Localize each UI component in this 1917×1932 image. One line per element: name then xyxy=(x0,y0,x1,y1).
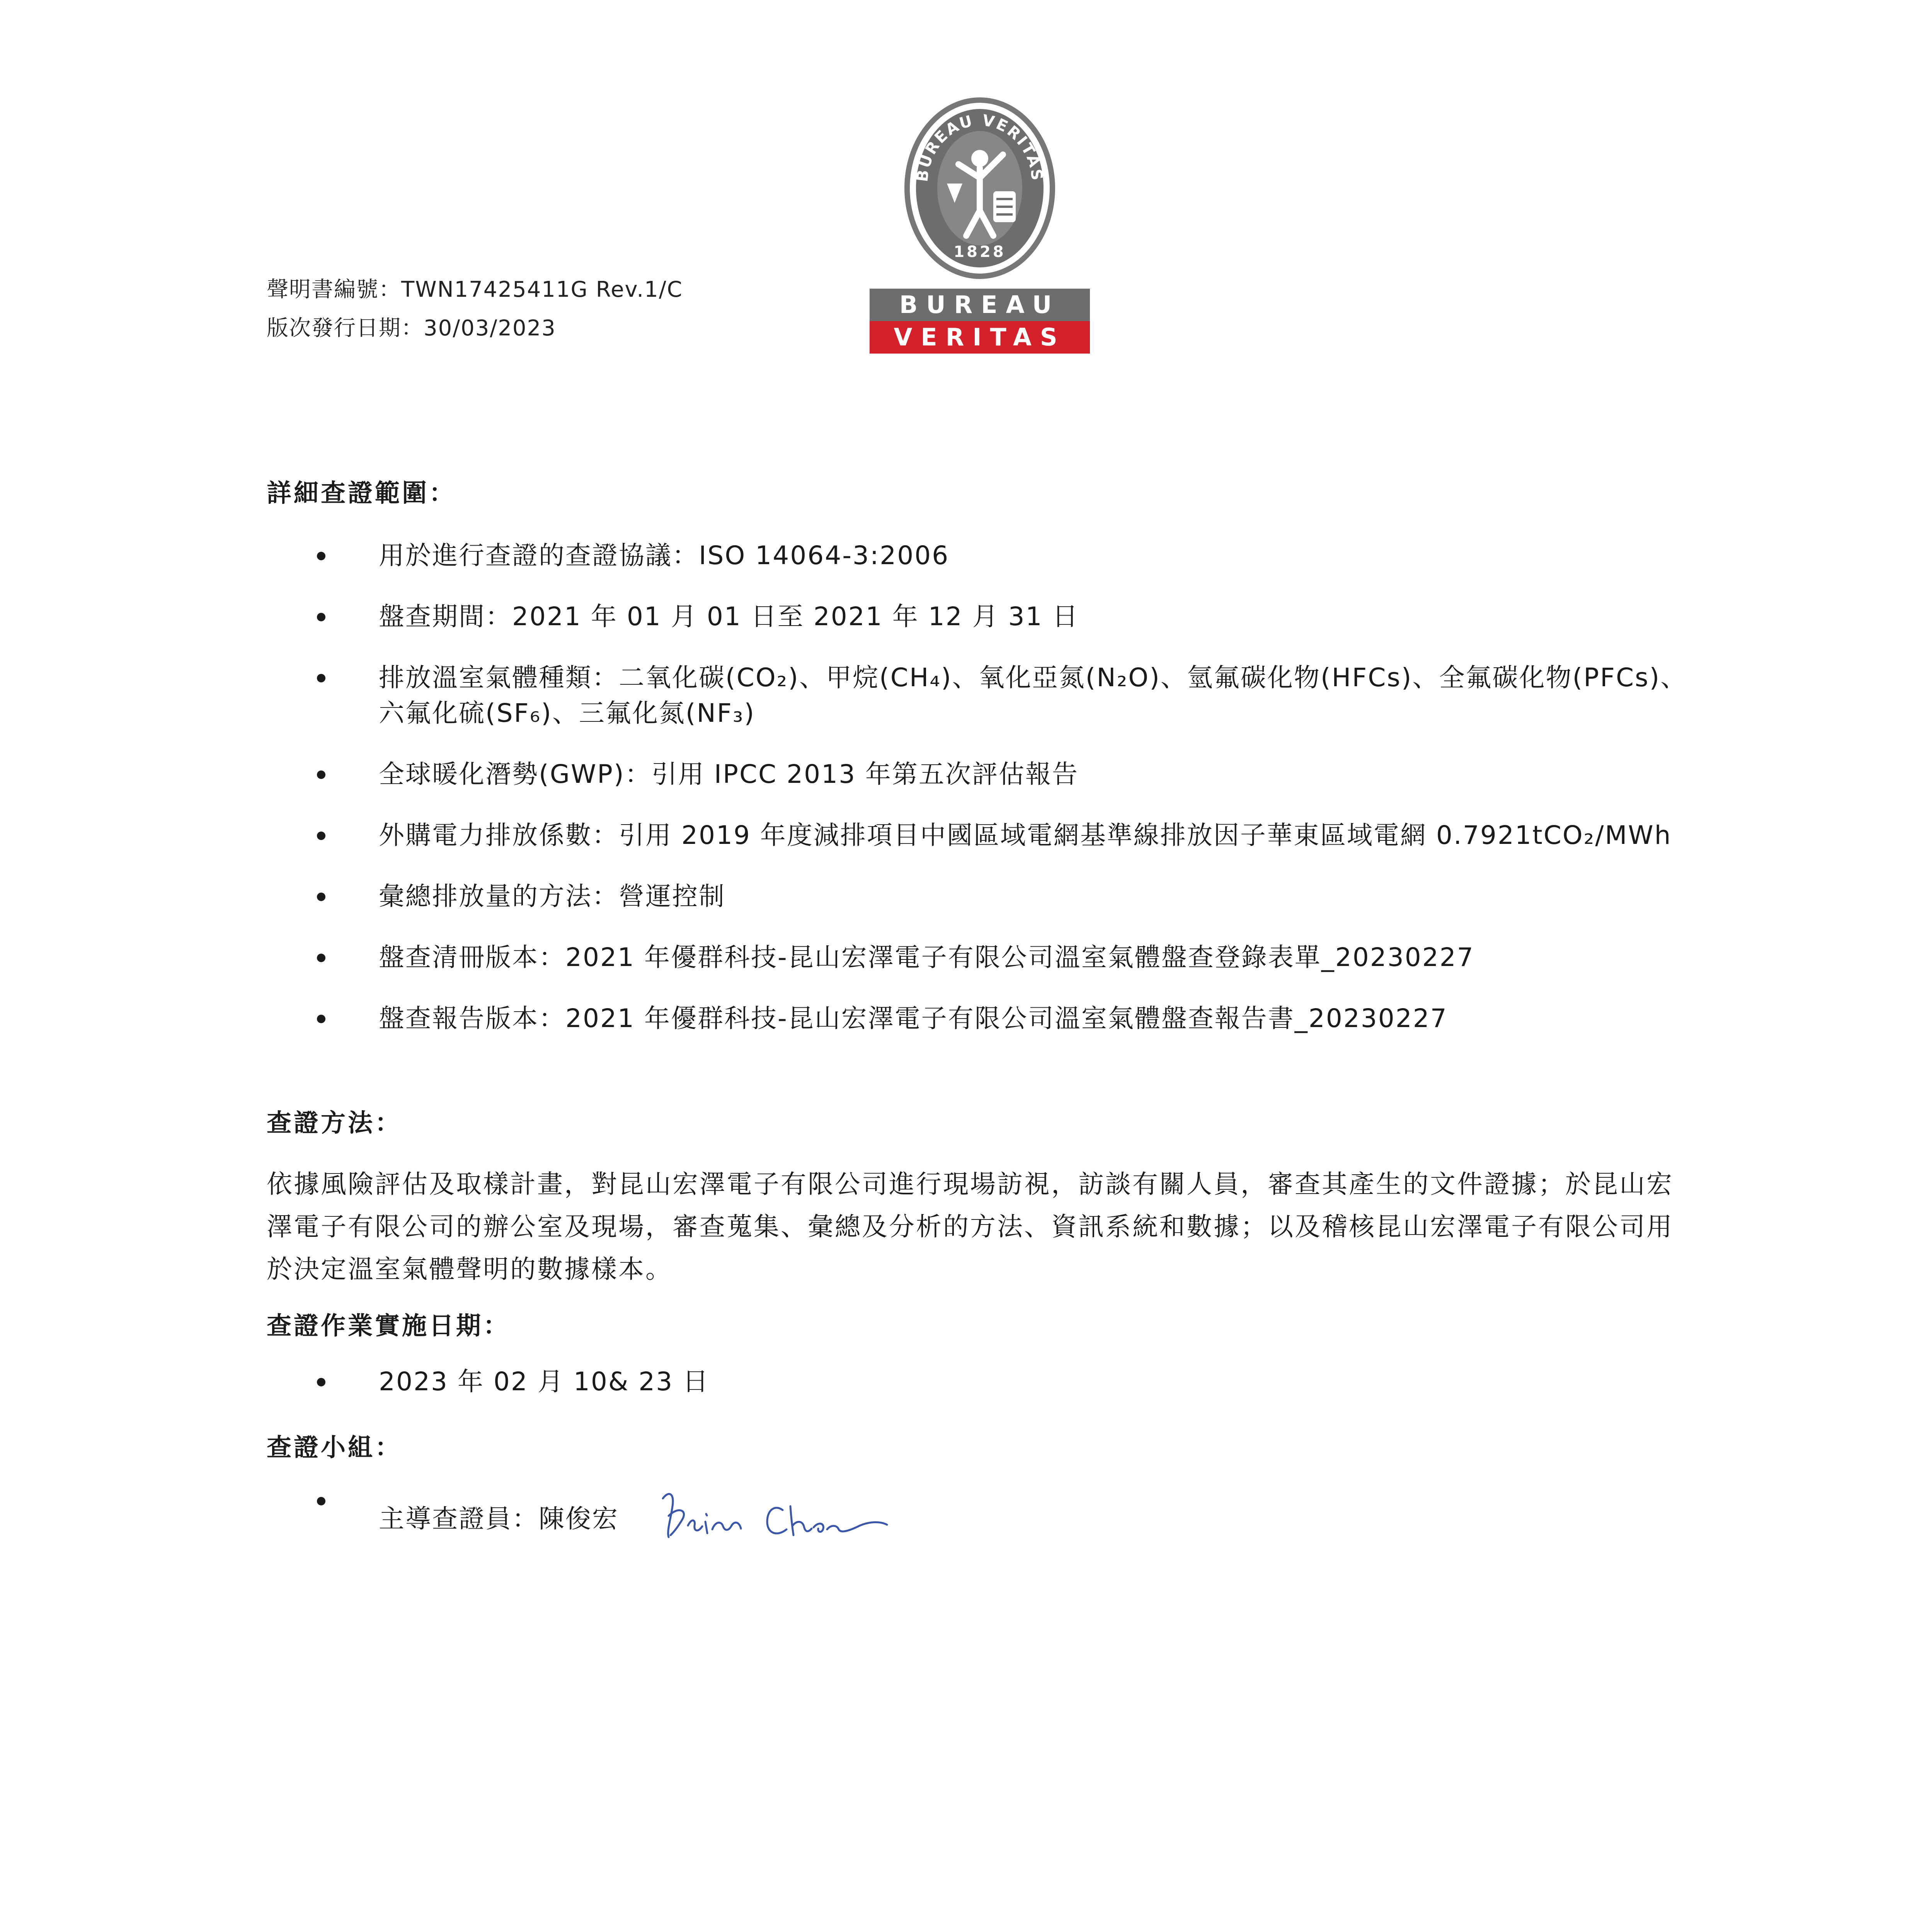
list-item-text: 彙總排放量的方法：營運控制 xyxy=(379,881,725,911)
issue-date-label: 版次發行日期： xyxy=(267,316,424,341)
logo-band-veritas: VERITAS xyxy=(870,321,1090,354)
bullet-icon xyxy=(317,832,325,840)
statement-number-label: 聲明書編號： xyxy=(267,277,401,302)
list-item-text: 排放溫室氣體種類：二氧化碳(CO₂)、甲烷(CH₄)、氧化亞氮(N₂O)、氫氟碳化物(HFCs)、全氟碳化物(PFCs)、六氟化硫(SF₆)、三氟化氮(NF₃) xyxy=(379,663,1687,728)
method-heading: 查證方法： xyxy=(267,1109,402,1138)
list-item xyxy=(317,818,1701,853)
bullet-icon xyxy=(317,954,325,962)
bullet-icon xyxy=(317,893,325,901)
list-item xyxy=(317,660,1701,731)
document-meta xyxy=(267,270,683,348)
list-item-text: 2023 年 02 月 10& 23 日 xyxy=(379,1367,710,1396)
bureau-veritas-seal-icon xyxy=(870,87,1090,288)
scope-heading: 詳細查證範圍： xyxy=(267,479,456,508)
bullet-icon xyxy=(317,674,325,682)
signature-icon xyxy=(651,1483,891,1558)
bullet-icon xyxy=(317,1497,325,1505)
list-item xyxy=(317,940,1701,975)
lead-verifier-label: 主導查證員：陳俊宏 xyxy=(379,1504,619,1534)
bullet-icon xyxy=(317,1015,325,1023)
bureau-veritas-logo xyxy=(870,87,1090,357)
list-item-text: 盤查清冊版本：2021 年優群科技-昆山宏澤電子有限公司溫室氣體盤查登錄表單_20230227 xyxy=(379,942,1474,972)
bullet-icon xyxy=(317,613,325,621)
dates-list xyxy=(317,1364,1701,1425)
list-item xyxy=(317,599,1701,634)
list-item-text: 盤查報告版本：2021 年優群科技-昆山宏澤電子有限公司溫室氣體盤查報告書_20230227 xyxy=(379,1003,1448,1033)
seal-year: 1828 xyxy=(953,243,1006,261)
issue-date-row xyxy=(267,309,683,348)
list-item-text: 全球暖化潛勢(GWP)：引用 IPCC 2013 年第五次評估報告 xyxy=(379,759,1079,789)
dates-heading: 查證作業實施日期： xyxy=(267,1312,510,1340)
list-item xyxy=(317,757,1701,792)
team-list xyxy=(317,1483,1701,1583)
method-paragraph: 依據風險評估及取樣計畫，對昆山宏澤電子有限公司進行現場訪視，訪談有關人員，審查其產生的文件證據；於昆山宏澤電子有限公司的辦公室及現場，審查蒐集、彙總及分析的方法、資訊系統和數據；以及稽核昆山宏澤電子有限公司用於決定溫室氣體聲明的數據樣本。 xyxy=(267,1169,1674,1284)
list-item-text: 盤查期間：2021 年 01 月 01 日至 2021 年 12 月 31 日 xyxy=(379,602,1079,631)
bullet-icon xyxy=(317,552,325,560)
logo-band-bureau: BUREAU xyxy=(870,289,1090,321)
seal-arc-text: BUREAU VERITAS xyxy=(913,111,1046,183)
issue-date-value: 30/03/2023 xyxy=(424,316,556,341)
list-item xyxy=(317,879,1701,914)
list-item xyxy=(317,1364,1701,1400)
statement-number-value: TWN17425411G Rev.1/C xyxy=(401,277,683,302)
bullet-icon xyxy=(317,770,325,779)
list-item-text: 用於進行查證的查證協議：ISO 14064-3:2006 xyxy=(379,541,950,570)
scope-list xyxy=(317,538,1701,1062)
list-item xyxy=(317,1483,1701,1558)
list-item xyxy=(317,538,1701,573)
team-heading: 查證小組： xyxy=(267,1434,402,1462)
list-item xyxy=(317,1001,1701,1036)
bullet-icon xyxy=(317,1378,325,1386)
list-item-text: 外購電力排放係數：引用 2019 年度減排項目中國區域電網基準線排放因子華東區域電網 0.7921tCO₂/MWh xyxy=(379,820,1672,850)
statement-number-row xyxy=(267,270,683,309)
